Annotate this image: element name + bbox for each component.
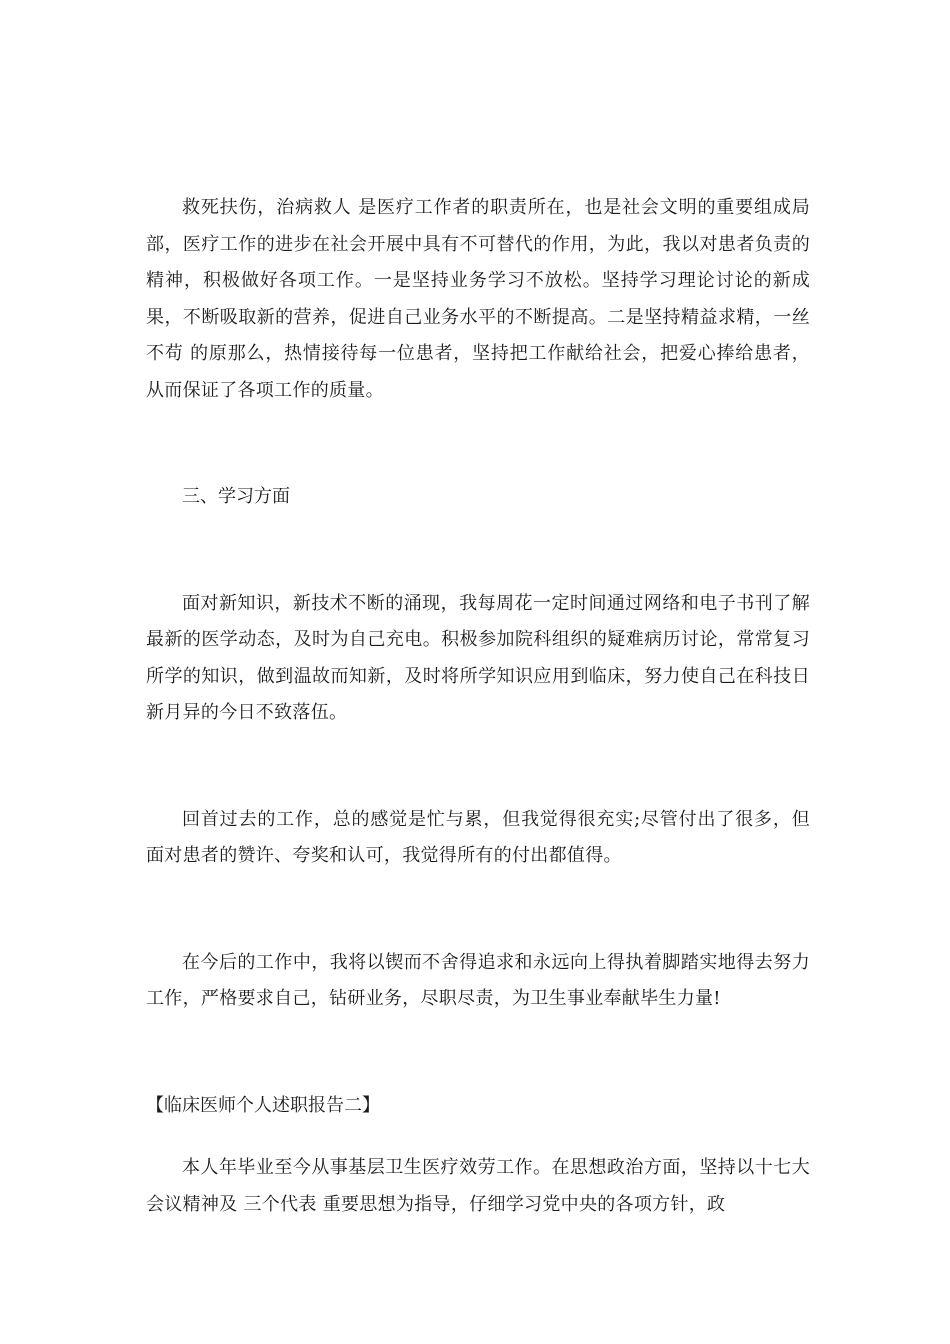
report-title: 【临床医师个人述职报告二】 — [146, 1094, 380, 1116]
spacer — [146, 409, 810, 479]
paragraph-new-knowledge: 面对新知识，新技术不断的涌现，我每周花一定时间通过网络和电子书刊了解最新的医学动态，及时为自己充电。积极参加院科组织的疑难病历讨论，常常复习所学的知识，做到温故而知新，及时将所学知识应用到临床，努力使自己在科技日新月异的今日不致落伍。 — [146, 592, 810, 723]
spacer — [146, 732, 810, 802]
paragraph-report-two-intro: 本人年毕业至今从事基层卫生医疗效劳工作。在思想政治方面，坚持以十七大会议精神及 三个代表 重要思想为指导，仔细学习党中央的各项方针，政 — [146, 1157, 810, 1215]
spacer — [146, 1124, 810, 1150]
spacer — [146, 1018, 810, 1088]
paragraph-future: 在今后的工作中，我将以锲而不舍得追求和永远向上得执着脚踏实地得去努力工作，严格要求自己，钻研业务，尽职尽责，为卫生事业奉献毕生力量! — [146, 951, 810, 1009]
section-heading-study: 三、学习方面 — [182, 486, 290, 507]
spacer — [146, 875, 810, 945]
document-body — [146, 190, 810, 1223]
paragraph-duties: 救死扶伤，治病救人 是医疗工作者的职责所在，也是社会文明的重要组成局部，医疗工作的进步在社会开展中具有不可替代的作用，为此，我以对患者负责的精神，积极做好各项工作。一是坚持业务学习不放松。坚持学习理论讨论的新成果，不断吸取新的营养，促进自己业务水平的不断提高。二是坚持精益求精，一丝不苟 的原那么，热情接待每一位患者，坚持把工作献给社会，把爱心捧给患者，从而保证了各项工作的质量。 — [146, 197, 810, 401]
spacer — [146, 516, 810, 586]
paragraph-review: 回首过去的工作，总的感觉是忙与累，但我觉得很充实;尽管付出了很多，但面对患者的赞许、夸奖和认可，我觉得所有的付出都值得。 — [146, 808, 810, 866]
